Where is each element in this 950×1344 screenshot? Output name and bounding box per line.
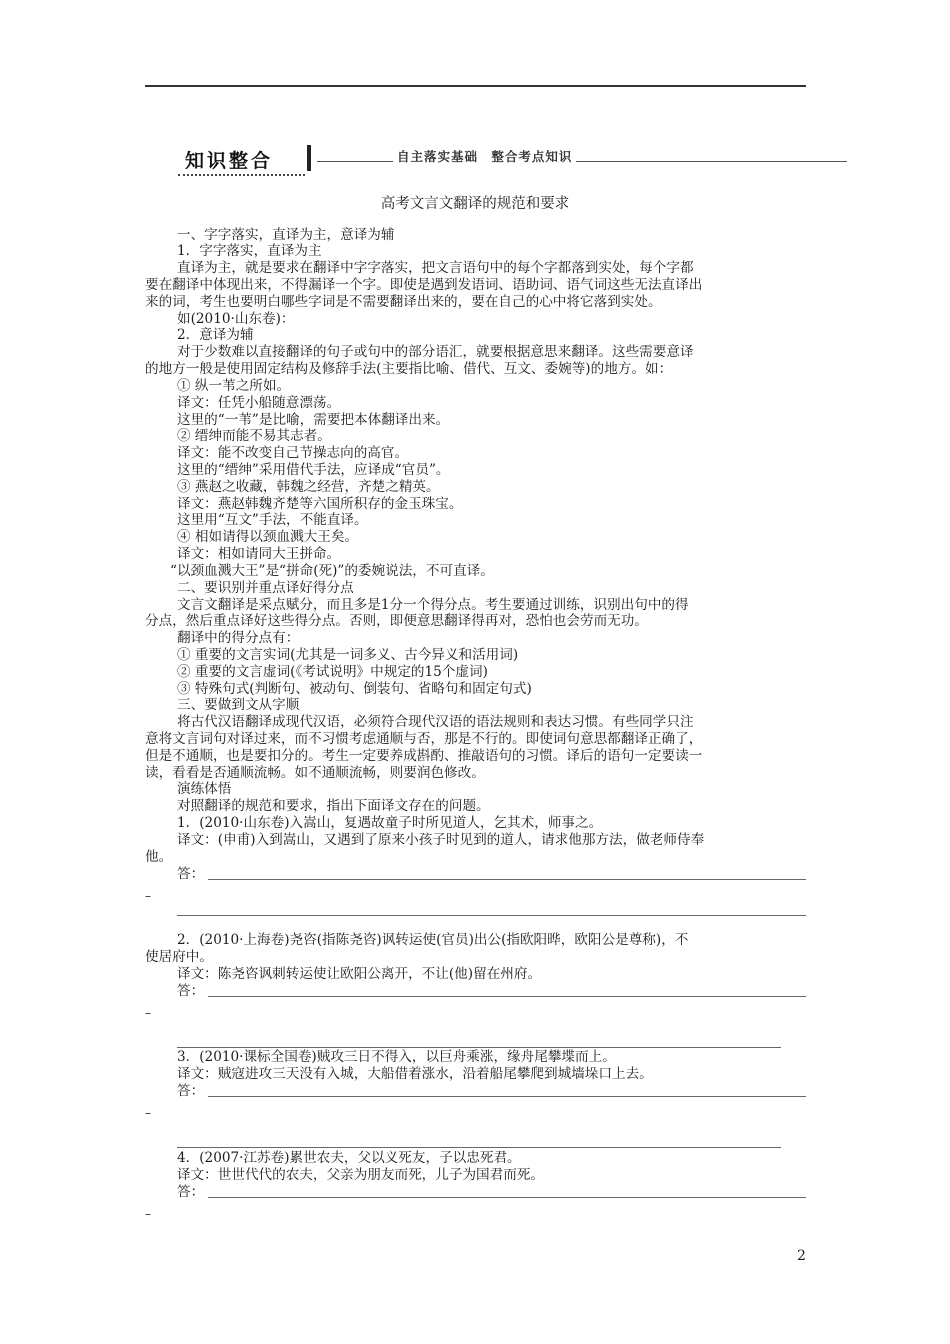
- note-line: 这里用“互文”手法，不能直译。: [177, 512, 368, 528]
- example-line: ② 缙绅而能不易其志者。: [177, 428, 331, 444]
- paragraph-line: 直译为主，就是要求在翻译中字字落实，把文言语句中的每个字都落到实处，每个字都: [177, 260, 694, 276]
- paragraph-line: 如(2010·山东卷)：: [177, 311, 295, 327]
- answer-label: 答：: [177, 983, 205, 999]
- question-1-translation: 译文：(申甫)入到嵩山，又遇到了原来小孩子时见到的道人，请求他那方法，做老师侍奉: [177, 832, 705, 848]
- question-2: 使居府中。: [145, 949, 213, 965]
- paragraph-line: 的地方一般是使用固定结构及修辞手法(主要指比喻、借代、互文、委婉等)的地方。如：: [145, 361, 673, 377]
- banner-underline: [178, 174, 305, 176]
- answer-label: 答：: [177, 1083, 205, 1099]
- paragraph-line: 分点，然后重点译好这些得分点。否则，即便意思翻译得再对，恐怕也会劳而无功。: [145, 613, 648, 629]
- question-3-translation: 译文：贼寇进攻三天没有入城，大船借着涨水，沿着船尾攀爬到城墙垛口上去。: [177, 1066, 653, 1082]
- paragraph-line: 意将文言词句对译过来，而不习惯考虑通顺与否，那是不行的。即使词句意思都翻译正确了，: [145, 731, 703, 747]
- translation-line: 译文：能不改变自己节操志向的高官。: [177, 445, 409, 461]
- continuation-dash: –: [145, 1207, 151, 1221]
- banner-title: 知识整合: [185, 150, 274, 172]
- section-heading-1: 一、字字落实，直译为主，意译为辅: [177, 227, 395, 243]
- question-2: 2．(2010·上海卷)尧咨(指陈尧咨)讽转运使(官员)出公(指欧阳晔，欧阳公是尊称)，不: [177, 932, 689, 948]
- answer-blank[interactable]: [177, 915, 806, 916]
- answer-blank[interactable]: [208, 1197, 806, 1198]
- question-4-translation: 译文：世世代代的农夫，父亲为朋友而死，儿子为国君而死。: [177, 1167, 545, 1183]
- document-title: 高考文言文翻译的规范和要求: [380, 196, 570, 212]
- subheading-1: 1．字字落实，直译为主: [177, 243, 322, 259]
- exercise-instruction: 对照翻译的规范和要求，指出下面译文存在的问题。: [177, 798, 490, 814]
- question-2-translation: 译文：陈尧咨讽刺转运使让欧阳公离开，不让(他)留在州府。: [177, 966, 542, 982]
- answer-blank[interactable]: [177, 1147, 781, 1148]
- subheading-2: 2．意译为辅: [177, 327, 254, 343]
- question-4: 4．(2007·江苏卷)累世农夫，父以义死友，子以忠死君。: [177, 1150, 521, 1166]
- section-heading-3: 三、要做到文从字顺: [177, 697, 300, 713]
- paragraph-line: 将古代汉语翻译成现代汉语，必须符合现代汉语的语法规则和表达习惯。有些同学只注: [177, 714, 694, 730]
- page-number: 2: [797, 1248, 806, 1264]
- list-item: ② 重要的文言虚词(《考试说明》中规定的15个虚词): [177, 664, 488, 680]
- paragraph-line: 文言文翻译是采点赋分，而且多是1分一个得分点。考生要通过训练，识别出句中的得: [177, 597, 689, 613]
- example-line: ④ 相如请得以颈血溅大王矣。: [177, 529, 359, 545]
- list-item: ① 重要的文言实词(尤其是一词多义、古今异义和活用词): [177, 647, 519, 663]
- continuation-dash: –: [145, 1006, 151, 1020]
- answer-blank[interactable]: [208, 1096, 806, 1097]
- example-line: ③ 燕赵之收藏，韩魏之经营，齐楚之精英。: [177, 479, 440, 495]
- banner-divider: [307, 145, 311, 171]
- question-3: 3．(2010·课标全国卷)贼攻三日不得入，以巨舟乘涨，缘舟尾攀堞而上。: [177, 1049, 616, 1065]
- section-banner: [175, 143, 847, 177]
- note-line: 这里的“缙绅”采用借代手法，应译成“官员”。: [177, 462, 450, 478]
- translation-line: 译文：相如请同大王拼命。: [177, 546, 341, 562]
- paragraph-line: 要在翻译中体现出来，不得漏译一个字。即使是遇到发语词、语助词、语气词这些无法直译出: [145, 277, 703, 293]
- paragraph-line: 翻译中的得分点有：: [177, 630, 300, 646]
- note-line: “以颈血溅大王”是“拼命(死)”的委婉说法，不可直译。: [170, 563, 494, 579]
- paragraph-line: 但是不通顺，也是要扣分的。考生一定要养成斟酌、推敲语句的习惯。译后的语句一定要读一: [145, 748, 703, 764]
- note-line: 这里的“一苇”是比喻，需要把本体翻译出来。: [177, 412, 450, 428]
- paragraph-line: 读，看看是否通顺流畅。如不通顺流畅，则要润色修改。: [145, 765, 485, 781]
- answer-blank[interactable]: [208, 879, 806, 880]
- list-item: ③ 特殊句式(判断句、被动句、倒装句、省略句和固定句式): [177, 681, 532, 697]
- paragraph-line: 对于少数难以直接翻译的句子或句中的部分语汇，就要根据意思来翻译。这些需要意译: [177, 344, 694, 360]
- question-1: 1．(2010·山东卷)入嵩山，复遇故童子时所见道人，乞其术，师事之。: [177, 815, 603, 831]
- banner-subtitle: 自主落实基础 整合考点知识: [393, 147, 576, 165]
- continuation-dash: –: [145, 1106, 151, 1120]
- continuation-dash: –: [145, 889, 151, 903]
- answer-blank[interactable]: [177, 1047, 781, 1048]
- translation-line: 译文：任凭小船随意漂荡。: [177, 395, 341, 411]
- translation-line: 译文：燕赵韩魏齐楚等六国所积存的金玉珠宝。: [177, 496, 463, 512]
- question-1-translation: 他。: [145, 849, 173, 865]
- answer-blank[interactable]: [208, 996, 806, 997]
- answer-label: 答：: [177, 1184, 205, 1200]
- section-heading-2: 二、要识别并重点译好得分点: [177, 580, 354, 596]
- example-line: ① 纵一苇之所如。: [177, 378, 291, 394]
- paragraph-line: 来的词，考生也要明白哪些字词是不需要翻译出来的，要在自己的心中将它落到实处。: [145, 294, 662, 310]
- answer-label: 答：: [177, 866, 205, 882]
- header-rule: [145, 85, 806, 87]
- exercise-heading: 演练体悟: [177, 781, 232, 797]
